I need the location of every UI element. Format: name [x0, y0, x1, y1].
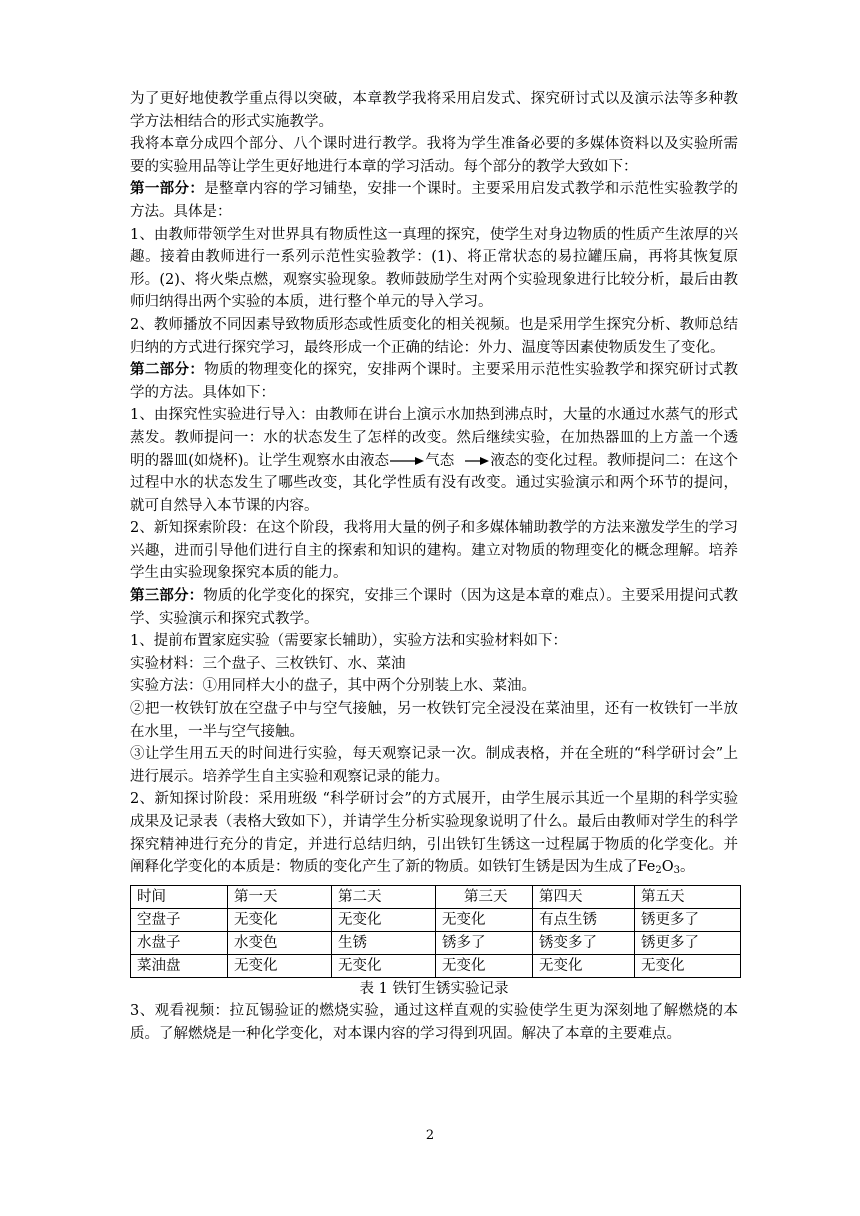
table-cell: 锈更多了 [635, 908, 741, 931]
part3-line-4: ②把一枚铁钉放在空盘子中与空气接触，另一枚铁钉完全浸没在菜油里，还有一枚铁钉一半放在水里，一半与空气接触。 [130, 701, 738, 740]
table-header-row [131, 885, 741, 908]
table-cell: 水变色 [228, 931, 332, 954]
part2-item-2: 2、新知探索阶段：在这个阶段，我将用大量的例子和多媒体辅助教学的方法来激发学生的学习兴趣，进而引导他们进行自主的探索和知识的建构。建立对物质的物理变化的概念理解。培养学生由实验现象探究本质的能力。 [130, 520, 738, 582]
intro-paragraph-2: 我将本章分成四个部分、八个课时进行教学。我将为学生准备必要的多媒体资料以及实验所需要的实验用品等让学生更好地进行本章的学习活动。每个部分的教学大致如下： [130, 136, 738, 175]
item-3-paragraph: 3、观看视频：拉瓦锡验证的燃烧实验，通过这样直观的实验使学生更为深刻地了解燃烧的本质。了解燃烧是一种化学变化，对本课内容的学习得到巩固。解决了本章的主要难点。 [130, 1003, 738, 1042]
arrow-right-icon [465, 456, 489, 466]
part2-item-1-text-b: 气态 [425, 452, 455, 469]
table-row [131, 908, 741, 931]
table-cell: 锈多了 [436, 931, 533, 954]
table-cell: 水盘子 [131, 931, 228, 954]
table-header-cell: 第四天 [533, 885, 635, 908]
table-header-cell: 第二天 [332, 885, 436, 908]
part3-line-3: 实验方法：①用同样大小的盘子，其中两个分别装上水、菜油。 [130, 678, 536, 695]
table-cell: 锈变多了 [533, 931, 635, 954]
table-cell: 无变化 [436, 954, 533, 977]
part2-item-1-text-a: 1、由探究性实验进行导入：由教师在讲台上演示水加热到沸点时，大量的水通过水蒸气的形式蒸发。教师提问一：水的状态发生了怎样的改变。然后继续实验，在加热器皿的上方盖一个透明的器皿(如烧杯)。让学生观察水由液态 [130, 407, 738, 469]
table-cell: 锈更多了 [635, 931, 741, 954]
table-header-cell: 时间 [131, 885, 228, 908]
part2-item-1 [130, 404, 738, 517]
part1-item-1: 1、由教师带领学生对世界具有物质性这一真理的探究，使学生对身边物质的性质产生浓厚的兴趣。接着由教师进行一系列示范性实验教学：(1)、将正常状态的易拉罐压扁，再将其恢复原形。(2)、将火柴点燃，观察实验现象。教师鼓励学生对两个实验现象进行比较分析，最后由教师归纳得出两个实验的本质，进行整个单元的导入学习。 [130, 226, 738, 311]
part1-item-2: 2、教师播放不同因素导致物质形态或性质变化的相关视频。也是采用学生探究分析、教师总结归纳的方式进行探究学习，最终形成一个正确的结论：外力、温度等因素使物质发生了变化。 [130, 316, 738, 356]
part1-text: 是整章内容的学习铺垫，安排一个课时。主要采用启发式教学和示范性实验教学的方法。具体是： [130, 181, 738, 220]
table-cell: 无变化 [228, 954, 332, 977]
part3-paragraph [130, 585, 738, 630]
part1-paragraph [130, 178, 738, 223]
rust-record-table [130, 885, 741, 978]
page-number: 2 [425, 1128, 435, 1143]
document-page [130, 88, 738, 1046]
intro-paragraph-1: 为了更好地使教学重点得以突破，本章教学我将采用启发式、探究研讨式以及演示法等多种教学方法相结合的形式实施教学。 [130, 91, 738, 130]
table-cell: 空盘子 [131, 908, 228, 931]
part2-heading: 第二部分： [130, 361, 205, 379]
table-header-cell: 第一天 [228, 885, 332, 908]
table-row [131, 954, 741, 977]
part3-line-5: ③让学生用五天的时间进行实验，每天观察记录一次。制成表格，并在全班的“科学研讨会”上进行展示。培养学生自主实验和观察记录的能力。 [130, 746, 738, 785]
formula-sub-1: 2 [655, 865, 662, 877]
arrow-right-icon [390, 456, 424, 466]
table-cell: 生锈 [332, 931, 436, 954]
formula-tail: 。 [680, 859, 695, 876]
table-cell: 无变化 [533, 954, 635, 977]
part2-text: 物质的物理变化的探究，安排两个课时。主要采用示范性实验教学和探究研讨式教学的方法。具体如下： [130, 362, 738, 401]
table-cell: 无变化 [228, 908, 332, 931]
table-caption: 表 1 铁钉生锈实验记录 [359, 980, 509, 997]
table-cell: 无变化 [332, 954, 436, 977]
part2-paragraph [130, 359, 738, 404]
table-cell: 无变化 [332, 908, 436, 931]
part3-heading: 第三部分： [130, 587, 204, 605]
table-row [131, 931, 741, 954]
table-header-cell: 第三天 [436, 885, 533, 908]
part3-line-2: 实验材料：三个盘子、三枚铁钉、水、菜油 [130, 655, 406, 672]
table-cell: 无变化 [635, 954, 741, 977]
formula-fe: Fe [637, 859, 656, 876]
formula-o: O [661, 859, 674, 876]
part3-line-1: 1、提前布置家庭实验（需要家长辅助），实验方法和实验材料如下： [130, 633, 567, 650]
part3-text: 物质的化学变化的探究，安排三个课时（因为这是本章的难点）。主要采用提问式教学、实验演示和探究式教学。 [130, 588, 739, 627]
table-cell: 无变化 [436, 908, 533, 931]
formula-sub-2: 3 [673, 865, 680, 877]
part2-item-1-text-c: 液态的变化过程。教师提问二：在这个过程中水的状态发生了哪些改变，其化学性质有没有改变。通过实验演示和两个环节的提问，就可自然导入本节课的内容。 [130, 452, 739, 514]
part1-heading: 第一部分： [130, 180, 205, 198]
table-cell: 菜油盘 [131, 954, 228, 977]
table-header-cell: 第五天 [635, 885, 741, 908]
part3-item-2-text: 2、新知探讨阶段：采用班级 “科学研讨会”的方式展开，由学生展示其近一个星期的科学实验成果及记录表（表格大致如下），并请学生分析实验现象说明了什么。最后由教师对学生的科学探究精神进行充分的肯定，并进行总结归纳，引出铁钉生锈这一过程属于物质的化学变化。并阐释化学变化的本质是：物质的变化产生了新的物质。如铁钉生锈是因为生成了 [130, 791, 738, 876]
table-cell: 有点生锈 [533, 908, 635, 931]
part3-item-2 [130, 788, 738, 882]
chemical-formula [638, 859, 681, 875]
